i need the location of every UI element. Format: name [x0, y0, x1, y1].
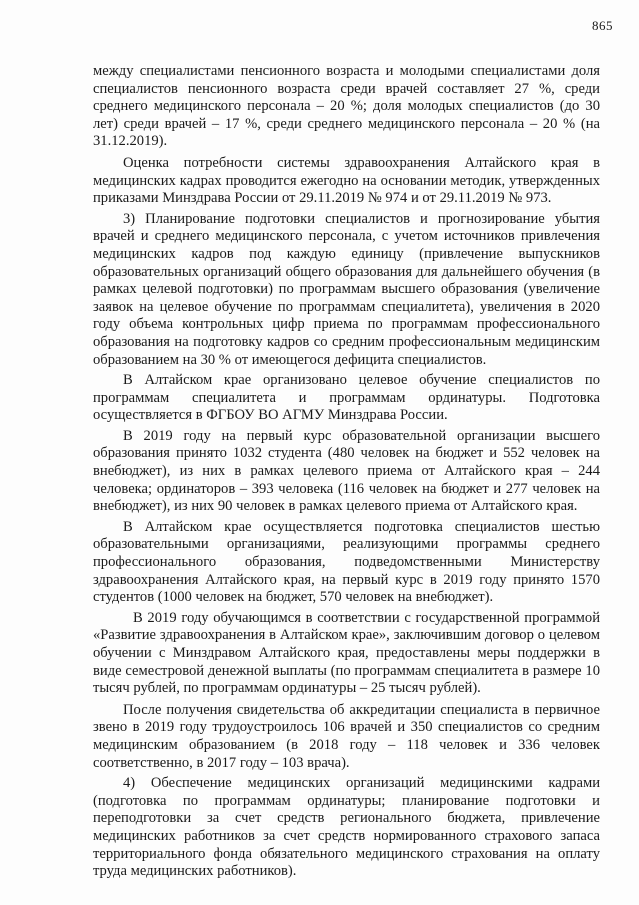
paragraph-planning-training: 3) Планирование подготовки специалистов и прогнозирование убытия врачей и среднего медицинского персонала, с учетом источников привлечения медицинских кадров под каждую единицу (привлечение выпускников образовательных организаций общего образования для дальнейшего обучения (в рамках целевой подготовки) по программам высшего образования (увеличение заявок на целевое обучение по программам специалитета), увеличения в 2020 году объема контрольных цифр приема по программам профессионального образования на подготовку кадров со средним профессиональным медицинским образованием на 30 % от имеющегося дефицита специалистов.: [93, 210, 600, 368]
paragraph-support-measures: В 2019 году обучающимся в соответствии с государственной программой «Развитие здравоохранения в Алтайском крае», заключившим договор о целевом обучении с Минздравом Алтайского края, предоставлены меры поддержки в виде семестровой денежной выплаты (по программам специалитета в размере 10 тысяч рублей, по программам ординатуры – 25 тысяч рублей).: [93, 609, 600, 697]
paragraph-secondary-education: В Алтайском крае осуществляется подготовка специалистов шестью образовательными организациями, реализующими программы среднего профессионального образования, подведомственными Министерству здравоохранения Алтайского края, на первый курс в 2019 году принято 1570 студентов (1000 человек на бюджет, 570 человек на внебюджет).: [93, 518, 600, 606]
document-body: [93, 63, 600, 881]
paragraph-employment: После получения свидетельства об аккредитации специалиста в первичное звено в 2019 году трудоустроилось 106 врачей и 350 специалистов со средним медицинским образованием (в 2018 году – 118 человек и 336 человек соответственно, в 2017 году – 103 врача).: [93, 701, 600, 771]
paragraph-pension-age-share: между специалистами пенсионного возраста и молодыми специалистами доля специалистов пенсионного возраста среди врачей составляет 27 %, среди среднего медицинского персонала – 20 %; доля молодых специалистов (до 30 лет) среди врачей – 17 %, среди среднего медицинского персонала – 20 % (на 31.12.2019).: [93, 63, 600, 150]
paragraph-targeted-training: В Алтайском крае организовано целевое обучение специалистов по программам специалитета и программам ординатуры. Подготовка осуществляется в ФГБОУ ВО АГМУ Минздрава России.: [93, 372, 600, 424]
page-number: 865: [592, 18, 613, 33]
paragraph-2019-admission: В 2019 году на первый курс образовательной организации высшего образования принято 1032 студента (480 человек на бюджет и 552 человек на внебюджет), из них в рамках целевого приема от Алтайского края – 244 человека; ординаторов – 393 человека (116 человек на бюджет и 277 человек на внебюджет), из них 90 человек в рамках целевого приема от Алтайского края.: [93, 427, 600, 515]
paragraph-needs-assessment: Оценка потребности системы здравоохранения Алтайского края в медицинских кадрах проводится ежегодно на основании методик, утвержденных приказами Минздрава России от 29.11.2019 № 974 и от 29.11.2019 № 973.: [93, 154, 600, 207]
paragraph-staffing-provision: 4) Обеспечение медицинских организаций медицинскими кадрами (подготовка по программам ординатуры; планирование подготовки и переподготовки за счет средств регионального бюджета, привлечение медицинских работников за счет средств нормированного страхового запаса территориального фонда обязательного медицинского страхования на оплату труда медицинских работников).: [93, 775, 600, 880]
